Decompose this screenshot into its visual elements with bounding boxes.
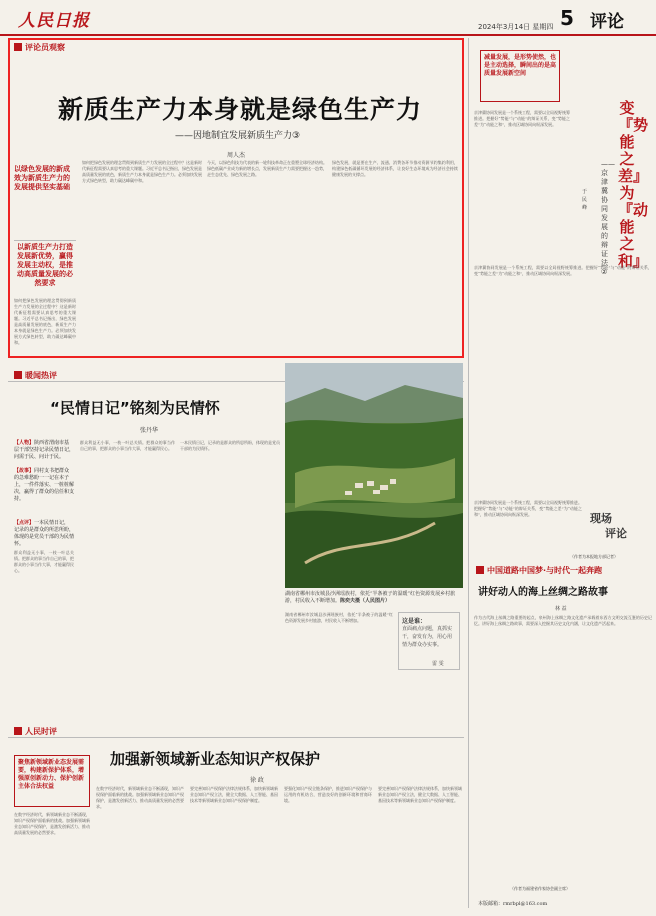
- article3-body-col5: 要完善知识产权保护法律法规体系，加快新领域新业态知识产权立法，健全大数据、人工智能、基因技术等新领域新业态知识产权保护制度。: [378, 786, 462, 803]
- story-text: 同村支书把群众的急难愁盼一一记在本子上，一件件落实、一桩桩解决，赢得了群众的信任和支持。: [14, 468, 75, 502]
- photo-caption: [285, 591, 463, 605]
- right-pullquote-box: [480, 50, 560, 102]
- article1-author: 周人杰: [227, 152, 246, 159]
- page-number: 5: [560, 6, 574, 30]
- article2-lead-block: [14, 440, 74, 461]
- article1-pullquote-1: 以绿色发展的新成效为新质生产力的发展提供坚实基础: [14, 165, 70, 191]
- side-box-text: 直面痛点问题，真抓实干，奋发有为，用心用情为群众办实事。: [402, 626, 453, 648]
- right-vertical-title: 变『势能之差』为『动能之和』: [618, 99, 649, 270]
- article1-body-col1: 如何把绿色发展的理念贯彻到新质生产力发展的全过程中？这是新时代新征程需要认真思考的重大课题。习近平总书记指出，绿色发展是高质量发展的底色，新质生产力本身就是绿色生产力。必须加快发展方式绿色转型，助力碳达峰碳中和。: [82, 160, 202, 183]
- right-body-col3: 京津冀协同发展是一个系统工程，需要以全局视野统筹推进。把握好“势能”与“动能”的辩证关系，变“势能之差”为“动能之和”，推动区域协同向纵深发展。: [474, 500, 582, 517]
- comment-label: 【点评】: [14, 520, 35, 526]
- article3-body-col4: 要强化知识产权全链条保护，推进知识产权保护与运用的有机结合，营造良好的创新环境和营商环境。: [284, 786, 372, 803]
- photo-story-text: 湖南省郴州市汝城县沙洲瑶族村，依托“半条被子的温暖”红色资源发展乡村旅游，村民收入不断增加。: [285, 612, 393, 623]
- comment-text: 一本民情日记，记录的是群众的所思所盼，体现的是党员干部的为民情怀。: [14, 520, 75, 547]
- column-marker-icon: [476, 566, 484, 574]
- right-bottom-credit: （作者为福建省作家协会副主席）: [510, 886, 570, 891]
- article2-body-col2: 群众利益无小事，一枝一叶总关情。把群众的事当作自己的事，把群众的小事当作大事，才能赢得民心。: [80, 440, 175, 451]
- right-author: 于 民 峰: [582, 189, 588, 211]
- section-divider: [8, 737, 464, 738]
- article2-column: 暖闻热评: [25, 371, 57, 380]
- side-box: [398, 612, 460, 670]
- article3-pullquote-box: [14, 755, 90, 807]
- lead-text: 陕西省渭南市基层干部坚持记录民情日记，问需于民、问计于民。: [14, 440, 75, 460]
- right-pullquote: 减量发展，是形势使然，也是主动选择，瞬间出的是高质量发展新空间: [484, 54, 557, 77]
- photo-credit: 陈奕夫摄（人民图片）: [340, 598, 391, 604]
- pullquote-divider: [14, 240, 76, 241]
- article2-body-col1: 群众利益无小事，一枝一叶总关情。把群众的事当作自己的事，把群众的小事当作大事，才能赢得民心。: [14, 550, 74, 573]
- right-top-credit: （作者为本报地方部记者）: [570, 554, 618, 559]
- side-box-title: 这是谁：: [402, 618, 427, 625]
- right-bottom-column: 中国道路中国梦·与时代一起奔跑: [487, 566, 603, 575]
- side-box-author: 雷 雯: [432, 661, 444, 667]
- article2-title: “民情日记”铭刻为民情怀: [50, 399, 220, 417]
- article3-author: 徐 政: [250, 777, 264, 784]
- landscape-photo: [285, 363, 463, 588]
- article3-body-col3: 要完善知识产权保护法律法规体系，加快新领域新业态知识产权立法，健全大数据、人工智能、基因技术等新领域新业态知识产权保护制度。: [190, 786, 278, 803]
- live-review-badge-line2: 评论: [605, 527, 627, 540]
- right-vertical-subtitle: ——京津冀协同发展的辩证法②: [601, 160, 615, 276]
- article1-body-col3: 绿色发展，就是要在生产、流通、消费各环节推动资源节约集约利用，构建绿色低碳循环发展的经济体系，让良好生态环境成为经济社会持续健康发展的支撑点。: [332, 160, 458, 177]
- live-review-badge-line1: 现场: [590, 512, 612, 525]
- column-marker-icon: [14, 727, 22, 735]
- article1-pullquote-2: 以新质生产力打造发展新优势，赢得发展主动权，是推动高质量发展的必然要求: [17, 243, 73, 287]
- right-body-col2: 京津冀协同发展是一个系统工程，需要以全局视野统筹推进。把握好“势能”与“动能”的辩证关系，变“势能之差”为“动能之和”，推动区域协同向纵深发展。: [474, 265, 652, 276]
- article1-title: 新质生产力本身就是绿色生产力: [57, 95, 422, 124]
- column-divider: [468, 38, 469, 908]
- masthead: [0, 0, 656, 36]
- column-marker-icon: [14, 371, 22, 379]
- article1-subtitle: ——因地制宜发展新质生产力③: [175, 131, 301, 141]
- right-bottom-body: 作为古代海上丝绸之路重要的起点，泉州海上丝绸之路文化遗产承载着东西方文明交流互鉴的历史记忆。讲好海上丝绸之路故事，需要深入挖掘其历史文化内涵，让文化遗产活起来。: [474, 615, 652, 626]
- column-marker-icon: [14, 43, 22, 51]
- right-body-col1: 京津冀协同发展是一个系统工程，需要以全局视野统筹推进。把握好“势能”与“动能”的辩证关系，变“势能之差”为“动能之和”，推动区域协同向纵深发展。: [474, 110, 570, 127]
- article3-body-col1: 在数字经济时代，新领域新业态不断涌现，知识产权保护面临新的挑战。加强新领域新业态知识产权保护，是激发创新活力、推动高质量发展的必然要求。: [14, 812, 90, 835]
- article3-title: 加强新领域新业态知识产权保护: [110, 750, 321, 768]
- article2-story-block: [14, 468, 74, 503]
- newspaper-logo: 人民日报: [18, 11, 90, 31]
- right-bottom-author: 林 益: [555, 606, 567, 612]
- lead-label: 【人物】: [14, 440, 35, 446]
- footer-email: 本版邮箱：rmrbpl@163.com: [478, 901, 548, 907]
- article3-pullquote: 聚焦新领域新业态发展需要，构建新保护体系，增强原创新动力、保护创新主体合法权益: [18, 759, 85, 790]
- article1-column: 评论员观察: [25, 43, 65, 52]
- page-name: 评论: [590, 12, 624, 32]
- story-label: 【故事】: [14, 468, 35, 474]
- article3-column: 人民时评: [25, 727, 57, 736]
- article2-comment-block: [14, 520, 74, 548]
- article1-body-col2: 今天，以绿色科技为代表的新一轮科技革命正在重塑全球经济结构。绿色低碳产业成为新的增长点，发展新质生产力需要把握这一趋势，走生态优先、绿色发展之路。: [207, 160, 327, 177]
- article2-body-col3: 一本民情日记，记录的是群众的所思所盼，体现的是党员干部的为民情怀。: [180, 440, 280, 451]
- article3-body-col2: 在数字经济时代，新领域新业态不断涌现，知识产权保护面临新的挑战。加强新领域新业态知识产权保护，是激发创新活力、推动高质量发展的必然要求。: [96, 786, 184, 809]
- photo-caption-text: 湖南省郴州市汝城县沙洲瑶族村，依托“半条被子的温暖”红色资源发展乡村旅游，村民收入不断增加。: [285, 591, 456, 604]
- article1-body-lead: 如何把绿色发展的理念贯彻到新质生产力发展的全过程中？这是新时代新征程需要认真思考的重大课题。习近平总书记指出，绿色发展是高质量发展的底色，新质生产力本身就是绿色生产力。必须加快发展方式绿色转型，助力碳达峰碳中和。: [14, 298, 76, 345]
- article2-author: 张丹华: [140, 427, 159, 434]
- right-bottom-title: 讲好动人的海上丝绸之路故事: [478, 587, 608, 598]
- issue-date: 2024年3月14日 星期四: [478, 23, 554, 31]
